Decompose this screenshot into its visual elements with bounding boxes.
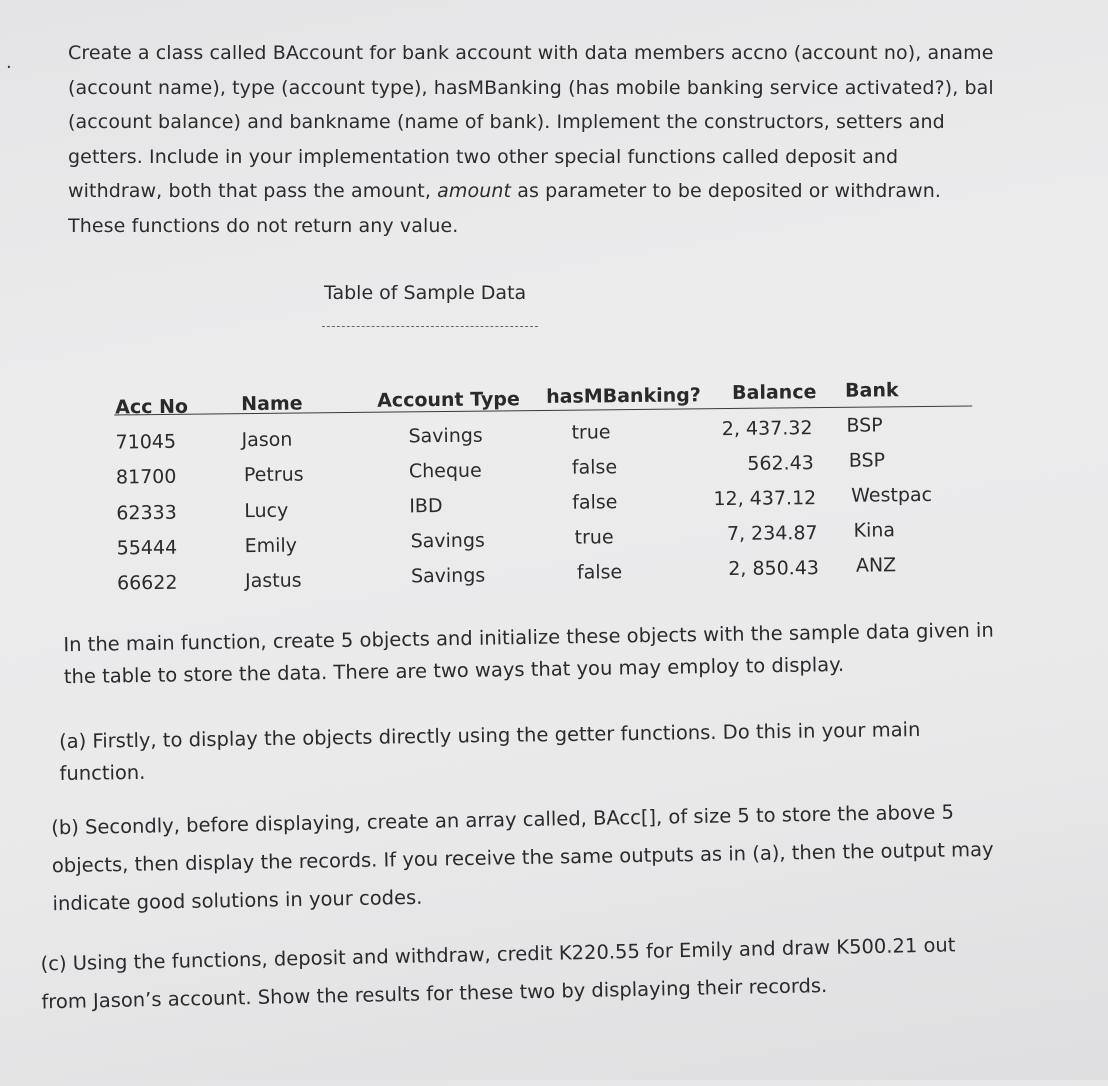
cell-bank: ANZ — [855, 554, 897, 577]
header-account-type: Account Type — [377, 388, 520, 412]
paragraph-line: indicate good solutions in your codes. — [52, 885, 423, 916]
cell-account-type: Savings — [408, 424, 483, 448]
intro-line: (account balance) and bankname (name of bank). Implement the constructors, setters and — [68, 111, 945, 134]
paragraph-line: (b) Secondly, before displaying, create an array called, BAcc[], of size 5 to store the above 5 — [51, 800, 955, 840]
intro-emphasis-amount: amount — [437, 180, 512, 203]
intro-line: (account name), type (account type), hasMBanking (has mobile banking service activated?), bal — [68, 76, 994, 99]
header-acc-no: Acc No — [115, 395, 189, 419]
cell-acc-no: 71045 — [115, 430, 177, 454]
cell-name: Jastus — [244, 569, 302, 593]
cell-bank: Westpac — [851, 483, 933, 507]
cell-bank: Kina — [853, 519, 896, 542]
intro-line-part: as parameter to be deposited or withdrawn. — [511, 180, 942, 203]
cell-has-mbanking: false — [571, 456, 618, 479]
margin-dot: . — [6, 52, 12, 73]
cell-bank: BSP — [846, 414, 883, 437]
paragraph-line: In the main function, create 5 objects and initialize these objects with the sample data given in — [63, 618, 994, 657]
intro-line: Create a class called BAccount for bank account with data members accno (account no), aname — [68, 42, 994, 64]
cell-has-mbanking: false — [572, 491, 618, 514]
cell-acc-no: 55444 — [116, 536, 178, 560]
header-has-mbanking: hasMBanking? — [546, 384, 701, 408]
cell-balance: 2, 850.43 — [728, 557, 820, 581]
cell-has-mbanking: true — [571, 421, 611, 444]
intro-line: These functions do not return any value. — [68, 214, 459, 237]
paragraph-line: function. — [59, 760, 146, 786]
intro-line-part: withdraw, both that pass the amount, — [68, 180, 438, 203]
cell-account-type: Savings — [410, 529, 485, 553]
cell-balance: 2, 437.32 — [721, 417, 813, 441]
cell-name: Lucy — [244, 499, 289, 523]
paragraph-line: from Jason’s account. Show the results for these two by displaying their records. — [41, 973, 828, 1014]
cell-name: Emily — [244, 534, 298, 558]
cell-account-type: IBD — [409, 495, 443, 518]
cell-account-type: Savings — [410, 564, 486, 588]
cell-account-type: Cheque — [408, 459, 482, 483]
cell-has-mbanking: true — [574, 526, 614, 549]
cell-balance: 562.43 — [747, 452, 814, 475]
part-a-paragraph — [59, 714, 921, 790]
cell-name: Jason — [241, 428, 293, 452]
header-bank: Bank — [844, 379, 899, 402]
cell-balance: 7, 234.87 — [726, 522, 818, 546]
paragraph-line: objects, then display the records. If you receive the same outputs as in (a), then the output may — [51, 837, 994, 878]
paragraph-line: (a) Firstly, to display the objects directly using the getter functions. Do this in your main — [58, 718, 921, 754]
header-name: Name — [241, 392, 303, 416]
part-b-paragraph — [51, 793, 995, 923]
cell-acc-no: 66622 — [116, 571, 178, 595]
paragraph-line: the table to store the data. There are two ways that you may employ to display. — [63, 652, 845, 689]
cell-acc-no: 62333 — [116, 501, 177, 525]
cell-balance: 12, 437.12 — [713, 487, 817, 511]
cell-bank: BSP — [848, 449, 886, 472]
cell-acc-no: 81700 — [115, 465, 177, 489]
cell-name: Petrus — [243, 463, 304, 487]
paragraph-line: (c) Using the functions, deposit and withdraw, credit K220.55 for Emily and draw K500.21 out — [40, 933, 956, 976]
table-title: Table of Sample Data — [324, 282, 527, 304]
cell-has-mbanking: false — [576, 561, 623, 584]
intro-line: getters. Include in your implementation two other special functions called deposit and — [68, 145, 899, 168]
header-balance: Balance — [731, 381, 817, 404]
